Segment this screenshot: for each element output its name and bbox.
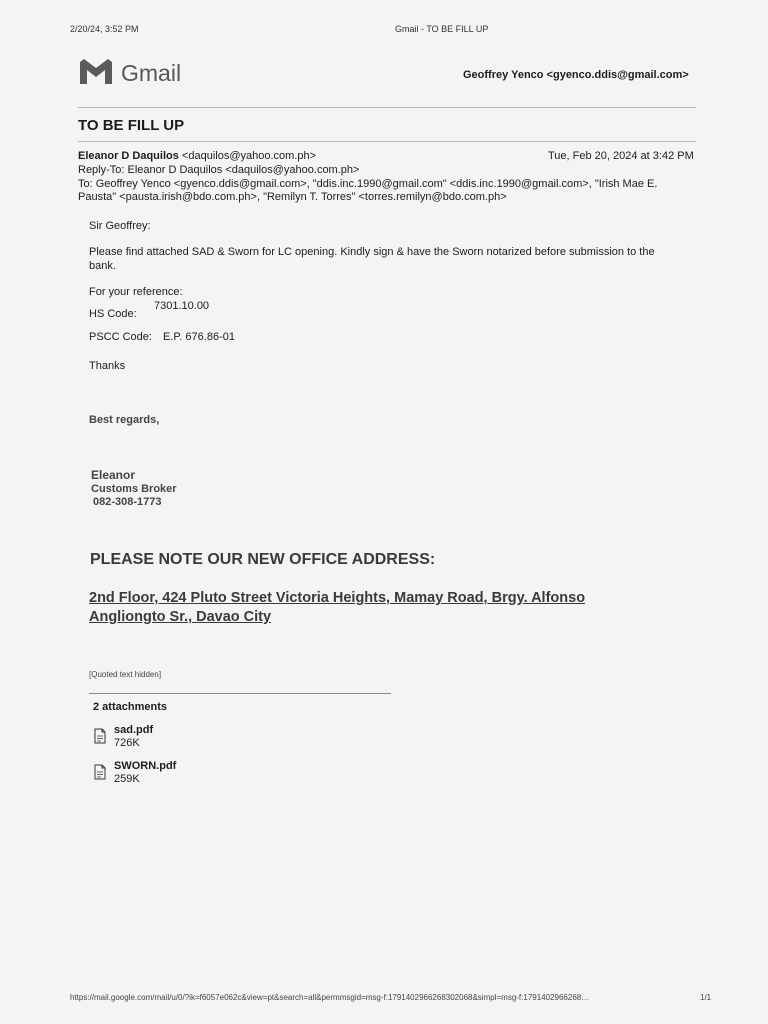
- regards-text: Best regards,: [89, 414, 160, 426]
- to-line-1: To: Geoffrey Yenco <gyenco.ddis@gmail.com>, "ddis.inc.1990@gmail.com" <ddis.inc.1990@gmail.com>, "Irish Mae E.: [78, 178, 658, 190]
- attachment-size: 726K: [114, 737, 140, 749]
- reply-to-line: Reply-To: Eleanor D Daquilos <daquilos@yahoo.com.ph>: [78, 164, 360, 176]
- gmail-wordmark: Gmail: [121, 60, 182, 86]
- greeting: Sir Geoffrey:: [89, 220, 151, 232]
- signature-phone: 082-308-1773: [93, 496, 162, 508]
- divider-attachments: [89, 693, 391, 694]
- message-date: Tue, Feb 20, 2024 at 3:42 PM: [548, 150, 694, 162]
- attachment-size: 259K: [114, 773, 140, 785]
- attachment-name: SWORN.pdf: [114, 760, 177, 772]
- hs-code-label: HS Code:: [89, 308, 137, 320]
- quoted-text-hidden[interactable]: [Quoted text hidden]: [89, 670, 162, 679]
- email-subject: TO BE FILL UP: [78, 117, 185, 134]
- pdf-file-icon: [93, 764, 107, 780]
- sender-email: <daquilos@yahoo.com.ph>: [181, 150, 317, 162]
- attachment-item[interactable]: [93, 760, 213, 788]
- footer-url: https://mail.google.com/mail/u/0/?ik=f6057e062c&view=pt&search=all&permmsgid=msg-f:1791402966268302068&simpl=msg-f:1791402966268…: [70, 993, 590, 1002]
- office-notice: PLEASE NOTE OUR NEW OFFICE ADDRESS:: [90, 551, 436, 568]
- pscc-value: E.P. 676.86-01: [163, 331, 235, 343]
- attachment-item[interactable]: [93, 724, 213, 752]
- gmail-m-icon: [78, 56, 114, 86]
- divider-subject: [78, 141, 696, 142]
- body-paragraph-line2: bank.: [89, 260, 116, 272]
- reference-label: For your reference:: [89, 286, 183, 298]
- address-line-1: 2nd Floor, 424 Pluto Street Victoria Heights, Mamay Road, Brgy. Alfonso: [89, 590, 586, 606]
- sender-name: Eleanor D Daquilos: [78, 150, 179, 162]
- pdf-file-icon: [93, 728, 107, 744]
- signature-title: Customs Broker: [91, 483, 177, 495]
- pscc-label: PSCC Code:: [89, 331, 152, 343]
- divider-top: [78, 107, 696, 108]
- address-line-2: Angliongto Sr., Davao City: [89, 609, 272, 625]
- body-paragraph-line1: Please find attached SAD & Sworn for LC opening. Kindly sign & have the Sworn notarized before submission to the: [89, 246, 655, 258]
- gmail-logo: [78, 56, 114, 91]
- footer-page: 1/1: [700, 993, 712, 1002]
- attachments-header: 2 attachments: [93, 701, 167, 713]
- thanks-text: Thanks: [89, 360, 126, 372]
- hs-code-value: 7301.10.00: [154, 300, 210, 312]
- print-datetime: 2/20/24, 3:52 PM: [70, 24, 139, 34]
- attachment-name: sad.pdf: [114, 724, 154, 736]
- sender-line: [78, 150, 316, 162]
- to-line-2: Pausta" <pausta.irish@bdo.com.ph>, "Remilyn T. Torres" <torres.remilyn@bdo.com.ph>: [78, 191, 507, 203]
- signature-name: Eleanor: [91, 468, 136, 482]
- print-title: Gmail - TO BE FILL UP: [395, 24, 489, 34]
- account-email: Geoffrey Yenco <gyenco.ddis@gmail.com>: [463, 69, 689, 81]
